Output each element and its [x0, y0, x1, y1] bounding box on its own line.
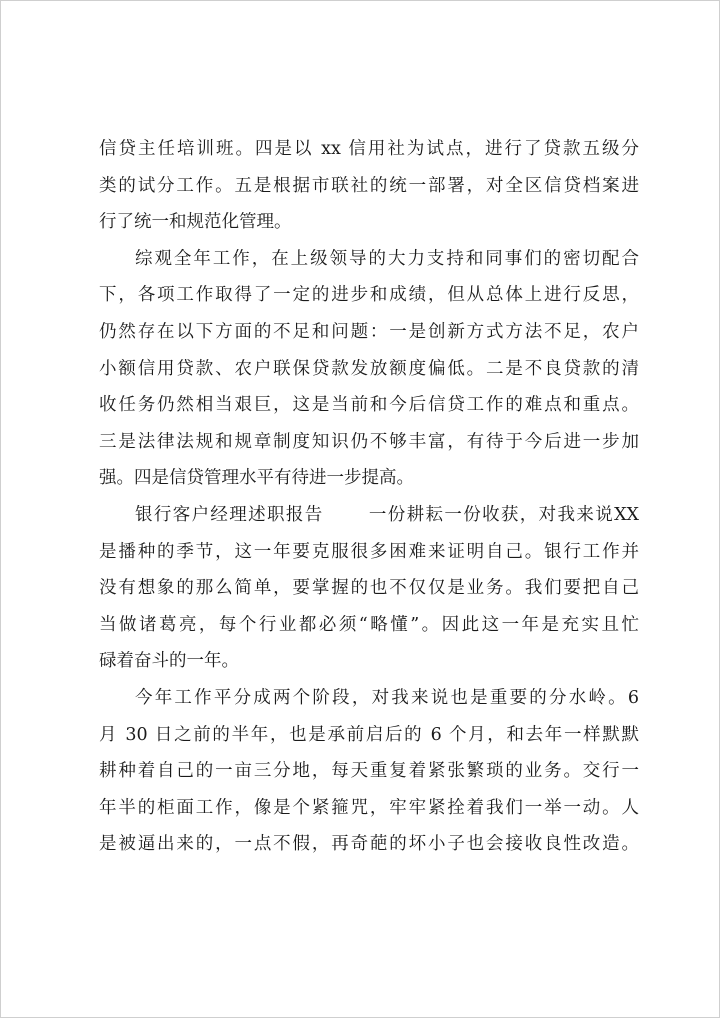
- paragraph-credit-training: [99, 131, 639, 241]
- text-line: 强。四是信贷管理水平有待进一步提高。: [99, 468, 414, 489]
- text-line: 收任务仍然相当艰巨，这是当前和今后信贷工作的难点和重点。: [99, 395, 639, 416]
- text-line: 信贷主任培训班。四是以 xx 信用社为试点，进行了贷款五级分: [99, 139, 639, 159]
- text-line: [99, 497, 639, 534]
- text-line: 三是法律法规和规章制度知识仍不够丰富，有待于今后进一步加: [99, 431, 639, 452]
- text-line: 耕种着自己的一亩三分地，每天重复着紧张繁琐的业务。交行一: [99, 761, 639, 782]
- text-line: 小额信用贷款、农户联保贷款发放额度偏低。二是不良贷款的清: [99, 358, 639, 379]
- text-line: 月 30 日之前的半年，也是承前启后的 6 个月，和去年一样默默: [99, 724, 639, 745]
- report-heading: 银行客户经理述职报告: [135, 504, 324, 525]
- paragraph-year-review: [99, 241, 639, 497]
- document-body: [99, 131, 639, 863]
- text-line: 碌着奋斗的一年。: [99, 651, 239, 672]
- report-first-line: 一份耕耘一份收获，对我来说XX: [367, 504, 639, 525]
- text-line: 行了统一和规范化管理。: [99, 212, 292, 233]
- paragraph-report-intro: [99, 497, 639, 680]
- text-line: 年半的柜面工作，像是个紧箍咒，牢牢紧拴着我们一举一动。人: [99, 797, 639, 818]
- text-line: 是播种的季节，这一年要克服很多困难来证明自己。银行工作并: [99, 541, 639, 562]
- paragraph-two-stages: [99, 680, 639, 863]
- text-line: 下，各项工作取得了一定的进步和成绩，但从总体上进行反思，: [99, 285, 639, 306]
- text-line: 没有想象的那么简单，要掌握的也不仅仅是业务。我们要把自己: [99, 578, 639, 599]
- text-line: 仍然存在以下方面的不足和问题：一是创新方式方法不足，农户: [99, 321, 639, 342]
- text-line: 综观全年工作，在上级领导的大力支持和同事们的密切配合: [135, 248, 639, 269]
- text-line: 当做诸葛亮，每个行业都必须“略懂”。因此这一年是充实且忙: [99, 614, 639, 635]
- text-line: 是被逼出来的，一点不假，再奇葩的坏小子也会接收良性改造。: [99, 834, 639, 855]
- text-line: 类的试分工作。五是根据市联社的统一部署，对全区信贷档案进: [99, 175, 639, 196]
- text-line: 今年工作平分成两个阶段，对我来说也是重要的分水岭。6: [135, 687, 639, 708]
